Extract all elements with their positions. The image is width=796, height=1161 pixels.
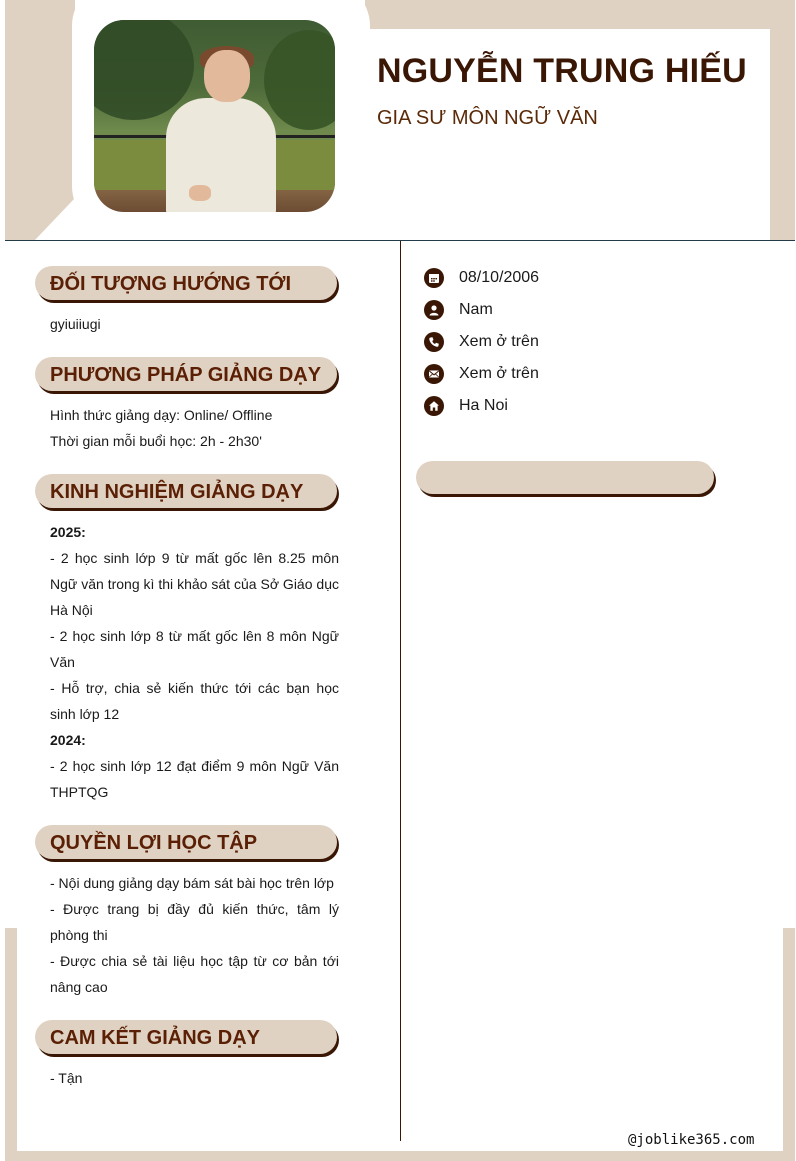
experience-year: 2024:: [50, 732, 86, 748]
contact-birthday: [424, 267, 539, 289]
phone-value: Xem ở trên: [459, 333, 539, 350]
benefit-item: - Nội dung giảng dạy bám sát bài học trên lớp: [50, 875, 334, 891]
section-body-experience: [50, 519, 339, 805]
address-value: Ha Noi: [459, 397, 508, 414]
section-title-benefits: QUYỀN LỢI HỌC TẬP: [35, 825, 337, 859]
experience-item: - 2 học sinh lớp 9 từ mất gốc lên 8.25 môn Ngữ văn trong kì thi khảo sát của Sở Giáo dục Hà Nội: [50, 550, 339, 618]
experience-item: - 2 học sinh lớp 8 từ mất gốc lên 8 môn Ngữ Văn: [50, 628, 339, 670]
section-title-target: ĐỐI TƯỢNG HƯỚNG TỚI: [35, 266, 337, 300]
contact-phone: [424, 331, 539, 353]
user-icon: [424, 300, 444, 320]
calendar-icon: [424, 268, 444, 288]
benefit-item: - Được chia sẻ tài liệu học tập từ cơ bản tới nâng cao: [50, 953, 339, 995]
contact-gender: [424, 299, 493, 321]
frame-right: [783, 928, 795, 1161]
experience-item: - 2 học sinh lớp 12 đạt điểm 9 môn Ngữ Văn THPTQG: [50, 758, 339, 800]
profile-photo: [94, 20, 335, 212]
method-line: Hình thức giảng dạy: Online/ Offline: [50, 407, 273, 423]
section-body-commitment: [50, 1065, 339, 1091]
method-line: Thời gian mỗi buổi học: 2h - 2h30': [50, 433, 262, 449]
candidate-name: NGUYỄN TRUNG HIẾU: [377, 52, 747, 90]
frame-bottom: [5, 1151, 795, 1161]
contact-email: [424, 363, 539, 385]
job-title: GIA SƯ MÔN NGỮ VĂN: [377, 107, 598, 129]
watermark-text: @joblike365.com: [628, 1132, 755, 1148]
birthday-value: 08/10/2006: [459, 269, 540, 286]
column-divider: [400, 241, 401, 1141]
experience-year: 2025:: [50, 524, 86, 540]
frame-left: [5, 928, 17, 1161]
mail-icon: [424, 364, 444, 384]
phone-icon: [424, 332, 444, 352]
section-body-method: [50, 402, 339, 454]
email-value: Xem ở trên: [459, 365, 539, 382]
experience-item: - Hỗ trợ, chia sẻ kiến thức tới các bạn học sinh lớp 12: [50, 680, 339, 722]
section-title-experience: KINH NGHIỆM GIẢNG DẠY: [35, 474, 337, 508]
gender-value: Nam: [459, 301, 493, 318]
benefit-item: - Được trang bị đầy đủ kiến thức, tâm lý phòng thi: [50, 901, 339, 943]
section-title-commitment: CAM KẾT GIẢNG DẠY: [35, 1020, 337, 1054]
section-title-method: PHƯƠNG PHÁP GIẢNG DẠY: [35, 357, 337, 391]
contact-address: [424, 395, 508, 417]
section-body-benefits: [50, 870, 339, 1000]
section-body-target: [50, 311, 339, 337]
home-icon: [424, 396, 444, 416]
section-title-empty: [416, 461, 714, 494]
commitment-item: - Tận: [50, 1070, 83, 1086]
target-line: gyiuiiugi: [50, 316, 101, 332]
